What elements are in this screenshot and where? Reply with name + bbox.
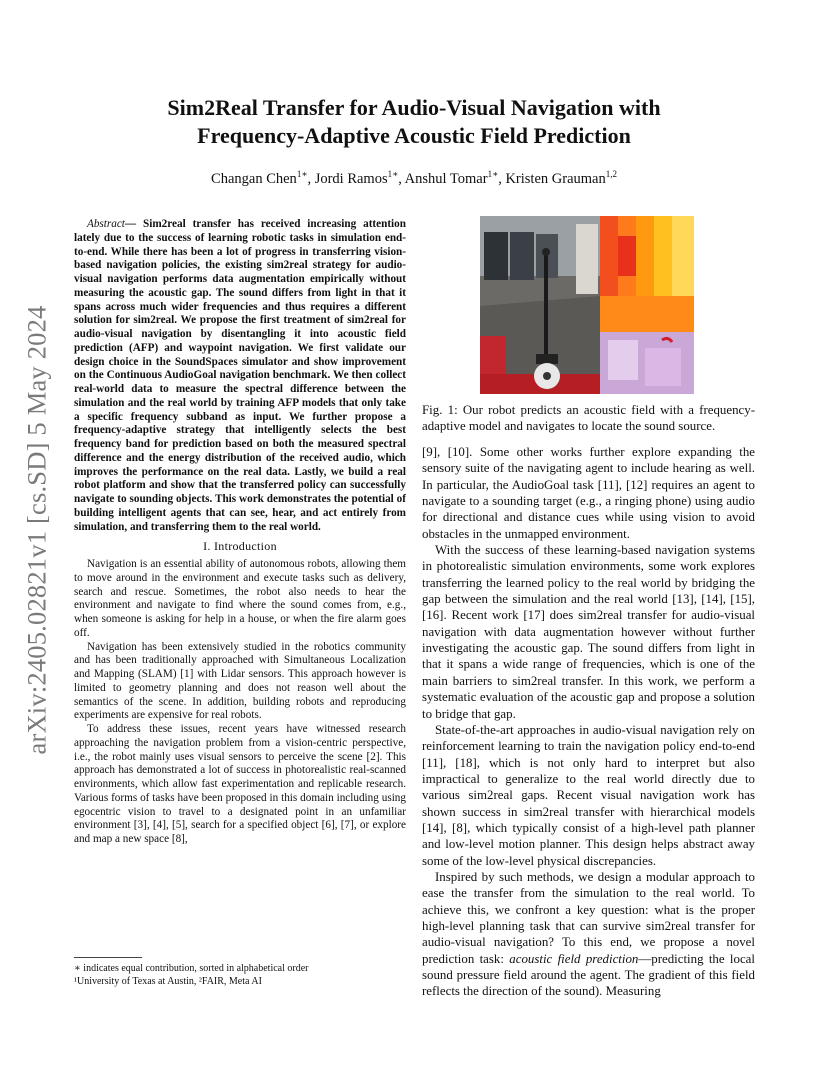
author-list: Changan Chen$^{1∗}$, Jordi Ramos$^{1∗}$, Anshul Tomar$^{1∗}$, Kristen Grauman$^{1,2}$ bbox=[211, 169, 617, 187]
abstract bbox=[74, 218, 406, 847]
body-paragraph: Navigation is an essential ability of autonomous robots, allowing them to move around in the environment and execute tasks such as delivery, search and rescue. Sometimes, the robot also needs to hear the environment and navigate to find where the sound comes from, e.g., when someone is asking for help in a house, or when the fire alarm goes off. bbox=[74, 558, 406, 639]
body-paragraph: [9], [10]. Some other works further explore expanding the sensory suite of the navigating agent to include hearing as well. In particular, the AudioGoal task [11], [12] requires an agent to navigate to a sounding target (e.g., a ringing phone) using audio for directional and distance cues while using vision to avoid obstacles in the unmapped environment. bbox=[422, 445, 755, 541]
author-affiliation: 1∗ bbox=[487, 169, 499, 180]
arxiv-id-text: arXiv:2405.02821v1 [cs.SD] 5 May 2024 bbox=[21, 305, 52, 755]
author-name: Anshul Tomar bbox=[404, 171, 488, 187]
emphasis-term: acoustic field prediction bbox=[509, 951, 639, 966]
title-line-1: Sim2Real Transfer for Audio-Visual Navigation with bbox=[167, 95, 661, 120]
abstract-label: Abstract bbox=[87, 218, 125, 230]
body-paragraph: Inspired by such methods, we design a modular approach to ease the transfer from the simulation to the real world. To achieve this, we confront a key question: what is the proper high-level planning task that can survive sim2real transfer for audio-visual navigation? To this end, we propose a novel prediction task: bbox=[422, 869, 755, 966]
footnote-affiliations: ¹University of Texas at Austin, ²FAIR, Meta AI bbox=[74, 975, 262, 987]
arxiv-identifier bbox=[22, 290, 52, 770]
footnotes bbox=[74, 963, 406, 988]
body-paragraph: State-of-the-art approaches in audio-visual navigation rely on reinforcement learning to train the navigation policy end-to-end [11], [18], which is not only hard to interpret but also impractical to generalize to the real world directly due to various sim2real gaps. Recent visual navigation work has shown success in sim2real transfer with hierarchical models [14], [8], which typically consist of a high-level path planner and low-level motion planner. This design helps abstract away some of the low-level physical discrepancies. bbox=[422, 722, 755, 868]
body-paragraph: With the success of these learning-based navigation systems in photorealistic simulation environments, some work explores transferring the learned policy to the real world by bridging the gap between the simulation and the real world [13], [14], [15], [16]. Recent work [17] does sim2real transfer for audio-visual navigation with data augmentation however without further investigating the acoustic gap. The sound differs from light in that it spans a wide range of frequencies, which is one of the main barriers to sim2real transfer. In this work, we perform a systematic evaluation of the acoustic gap and propose a solution to bridge that gap. bbox=[422, 543, 755, 721]
author-affiliation: 1,2 bbox=[605, 169, 617, 180]
figure-1 bbox=[480, 216, 694, 394]
footnote-equal-contribution: ∗ indicates equal contribution, sorted in alphabetical order bbox=[74, 963, 309, 974]
section-heading: I. Introduction bbox=[203, 539, 277, 554]
author-affiliation: 1∗ bbox=[296, 169, 308, 180]
footnote-rule bbox=[74, 957, 142, 958]
title-line-2: Frequency-Adaptive Acoustic Field Prediction bbox=[197, 123, 631, 148]
body-paragraph: Navigation has been extensively studied in the robotics community and has been traditionally approached with Simultaneous Localization and Mapping (SLAM) [1] with Lidar sensors. This approach however is limited to geometry planning and does not reason well about the semantics of the scene. In addition, building robots and reproducing experiments are expensive for real robots. bbox=[74, 640, 406, 722]
author-name: Changan Chen bbox=[211, 171, 297, 187]
figure-caption: Fig. 1: Our robot predicts an acoustic field with a frequency-adaptive model and navigates to locate the sound source. bbox=[422, 403, 755, 434]
right-column-body bbox=[422, 444, 755, 1000]
body-paragraph-tail: —predicting the local sound pressure field around the agent. The gradient of this field reflects the direction of the sound). Measuring bbox=[422, 951, 755, 999]
author-name: Jordi Ramos bbox=[314, 171, 388, 187]
author-name: Kristen Grauman bbox=[505, 171, 606, 187]
paper-title bbox=[82, 94, 746, 150]
robot-figure-image bbox=[480, 216, 694, 394]
abstract-text: — Sim2real transfer has received increasing attention lately due to the success of learning robotic tasks in simulation end-to-end. While there has been a lot of progress in transferring vision-based navigation policies, the existing sim2real strategy for audio-visual navigation performs data augmentation empirically without measuring the acoustic gap. The sound differs from light in that it spans across much wider frequencies and thus requires a different solution for sim2real. We propose the first treatment of sim2real for audio-visual navigation by disentangling it into acoustic field prediction (AFP) and waypoint navigation. We first validate our design choice in the SoundSpaces simulator and show improvement on the Continuous AudioGoal navigation benchmark. We then collect real-world data to measure the spectral difference between the simulation and the real world by training AFP models that only take a specific frequency subband as input. We further propose a frequency-adaptive strategy that intelligently selects the best frequency band for prediction based on both the measured spectral difference and the energy distribution of the received audio, which improves the performance on the real data. Lastly, we build a real robot platform and show that the transferred policy can successfully navigate to sounding objects. This work demonstrates the potential of building intelligent agents that can see, hear, and act entirely from simulation, and transferring them to the real world. bbox=[74, 218, 406, 533]
body-paragraph: To address these issues, recent years have witnessed research approaching the navigation problem from a vision-centric perspective, i.e., the robot mainly uses visual sensors to perceive the scene [2]. This approach has demonstrated a lot of success in photorealistic real-scanned environments, which allow fast experimentation and replicable research. Various forms of tasks have been proposed in this domain including using egocentric vision to travel to a designated point in an unfamiliar environment [3], [4], [5], search for a specified object [6], [7], or explore and map a new space [8], bbox=[74, 723, 406, 845]
author-affiliation: 1∗ bbox=[387, 169, 399, 180]
